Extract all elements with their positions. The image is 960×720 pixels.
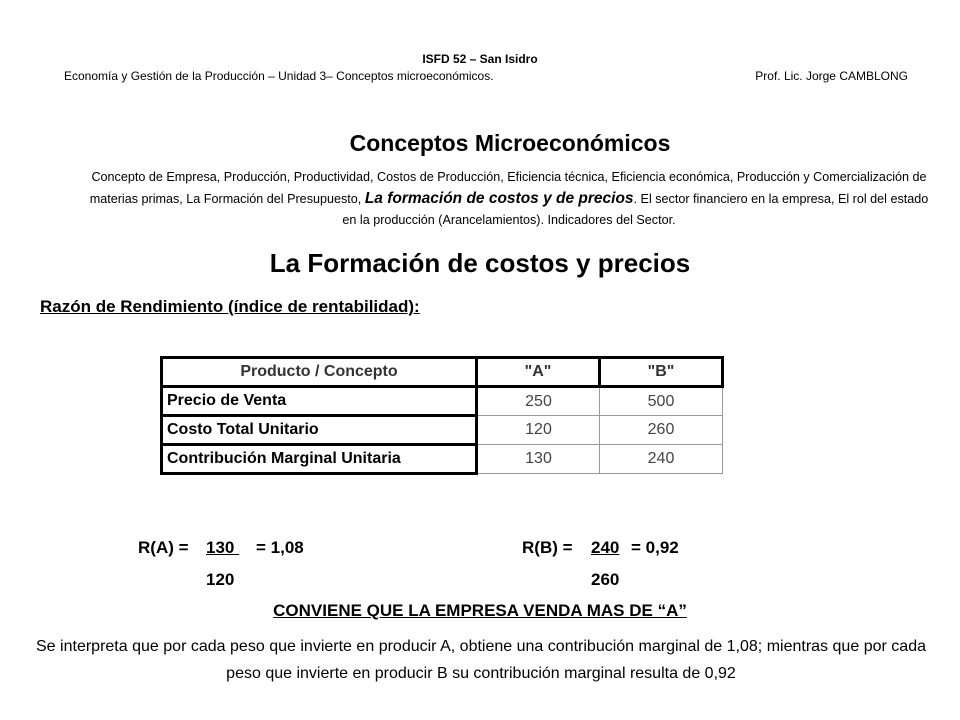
formula-a-label: R(A) = [138,538,189,557]
table-header-row [162,358,723,387]
formula-b-denominator: 260 [591,570,620,589]
cost-table [160,356,724,475]
topics-before: Concepto de Empresa, Producción, Productividad, Costos de Producción, Eficiencia técnica, Eficiencia económica, Producción y Comercialización de materias primas, La Formación del Presupuesto, [89,170,927,206]
row-concept: Contribución Marginal Unitaria [162,445,477,474]
razon-heading: Razón de Rendimiento (índice de rentabilidad): [40,297,420,316]
professor-name: Prof. Lic. Jorge CAMBLONG [755,69,908,83]
formula-a-numerator: 130 [206,538,240,557]
formula-a-denominator: 120 [206,570,235,589]
header-a: "A" [477,358,600,387]
page-title: Conceptos Microeconómicos [349,130,671,156]
conclusion-text: CONVIENE QUE LA EMPRESA VENDA MAS DE “A” [273,601,687,620]
row-concept: Precio de Venta [162,387,477,416]
slide-header [0,52,960,85]
topics-highlight: La formación de costos y de precios [364,190,634,207]
explanation-paragraph: Se interpreta que por cada peso que invierte en producir A, obtiene una contribución marginal de 1,08; mientras que por cada peso que invierte en producir B su contribución marginal resulta de 0,92 [36,638,926,682]
table-row [162,387,723,416]
topics-paragraph [84,167,934,231]
row-value-a: 130 [477,445,600,474]
row-value-a: 250 [477,387,600,416]
table-row [162,445,723,474]
formula-b-label: R(B) = [522,538,573,557]
row-value-b: 500 [600,387,723,416]
row-value-b: 240 [600,445,723,474]
row-concept: Costo Total Unitario [162,416,477,445]
row-value-b: 260 [600,416,723,445]
formula-b-numerator: 240 [591,538,620,557]
row-value-a: 120 [477,416,600,445]
section-title: La Formación de costos y precios [269,248,691,278]
header-b: "B" [600,358,723,387]
formula-b-result: = 0,92 [631,538,679,557]
header-concept: Producto / Concepto [162,358,477,387]
institution-name: ISFD 52 – San Isidro [422,52,538,66]
table-row [162,416,723,445]
formula-a-result: = 1,08 [256,538,304,557]
course-name: Economía y Gestión de la Producción – Unidad 3– Conceptos microeconómicos. [64,69,494,83]
topics-after: . El sector financiero en la empresa, El rol del estado en la producción (Arancelamientos). Indicadores del Sector. [342,192,929,227]
header-line [0,69,960,85]
